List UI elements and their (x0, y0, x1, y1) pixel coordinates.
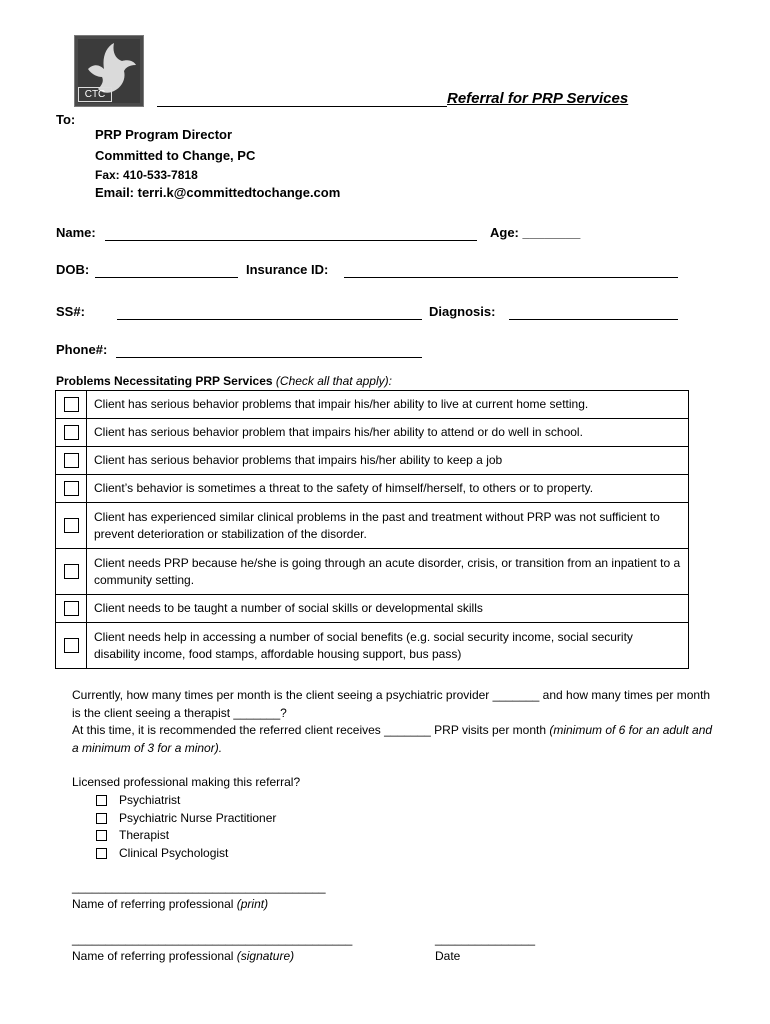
licensed-heading: Licensed professional making this referral? (72, 775, 301, 789)
option-label: Psychiatric Nurse Practitioner (119, 811, 277, 825)
option-checkbox[interactable] (96, 830, 107, 841)
ss-field[interactable] (117, 319, 422, 320)
signature-note: (signature) (236, 949, 295, 963)
problem-row (56, 503, 689, 549)
age-field[interactable]: Age: ________ (490, 225, 581, 240)
problem-row (56, 623, 689, 669)
problems-heading (56, 374, 392, 388)
problem-checkbox[interactable] (64, 601, 79, 616)
visits-minimum-note: (minimum of 6 for an adult and a minimum of 3 for a minor). (72, 723, 713, 755)
problems-heading-text: Problems Necessitating PRP Services (56, 374, 273, 388)
recipient-fax: Fax: 410-533-7818 (95, 168, 198, 182)
option-checkbox[interactable] (96, 813, 107, 824)
option-label: Psychiatrist (119, 793, 181, 807)
phone-field[interactable] (116, 357, 422, 358)
problem-row (56, 595, 689, 623)
logo-text: CTC (78, 87, 112, 102)
problems-table (55, 390, 689, 669)
diagnosis-field[interactable] (509, 319, 678, 320)
problem-checkbox[interactable] (64, 638, 79, 653)
problem-row (56, 447, 689, 475)
visits-recommendation-text: At this time, it is recommended the referred client receives _______ PRP visits per month (72, 723, 550, 737)
signature-line[interactable]: __________________________________________ (72, 932, 353, 946)
title-rule (157, 106, 447, 107)
visits-recommendation (72, 722, 722, 757)
problem-text: Client has serious behavior problems that impair his/her ability to live at current home setting. (87, 391, 689, 419)
ctc-logo (74, 35, 144, 107)
problem-checkbox[interactable] (64, 397, 79, 412)
name-label: Name: (56, 225, 96, 240)
problem-row (56, 419, 689, 447)
problem-text: Client has serious behavior problem that impairs his/her ability to attend or do well in school. (87, 419, 689, 447)
signature-caption (72, 949, 294, 963)
print-name-label: Name of referring professional (72, 897, 237, 911)
recipient-company: Committed to Change, PC (95, 148, 256, 163)
option-checkbox[interactable] (96, 848, 107, 859)
problem-checkbox[interactable] (64, 481, 79, 496)
problems-heading-note: (Check all that apply): (275, 374, 392, 388)
problem-text: Client needs PRP because he/she is going through an acute disorder, crisis, or transition from an inpatient to a community setting. (87, 549, 689, 595)
option-nurse-practitioner[interactable] (96, 811, 276, 825)
print-name-line[interactable]: ______________________________________ (72, 880, 326, 894)
option-label: Clinical Psychologist (119, 846, 229, 860)
recipient-title: PRP Program Director (95, 127, 233, 142)
dob-label: DOB: (56, 262, 90, 277)
option-clinical-psychologist[interactable] (96, 846, 228, 860)
to-label: To: (56, 112, 76, 127)
option-checkbox[interactable] (96, 795, 107, 806)
problem-text: Client needs to be taught a number of social skills or developmental skills (87, 595, 689, 623)
problem-checkbox[interactable] (64, 564, 79, 579)
form-title: Referral for PRP Services (447, 90, 629, 107)
option-label: Therapist (119, 828, 170, 842)
option-psychiatrist[interactable] (96, 793, 180, 807)
problem-text: Client has experienced similar clinical problems in the past and treatment without PRP was not sufficient to prevent deterioration or stabilization of the disorder. (87, 503, 689, 549)
option-therapist[interactable] (96, 828, 169, 842)
diagnosis-label: Diagnosis: (429, 304, 496, 319)
problem-checkbox[interactable] (64, 425, 79, 440)
signature-label: Name of referring professional (72, 949, 237, 963)
problem-text: Client needs help in accessing a number of social benefits (e.g. social security income, social security disability income, food stamps, affordable housing support, bus pass) (87, 623, 689, 669)
print-name-note: (print) (236, 897, 269, 911)
print-name-caption (72, 897, 268, 911)
date-line[interactable]: _______________ (435, 932, 536, 946)
visits-question: Currently, how many times per month is the client seeing a psychiatric provider _______ and how many times per month is the client seeing a therapist _______? (72, 688, 711, 720)
problem-row (56, 391, 689, 419)
date-label: Date (435, 949, 461, 963)
problem-checkbox[interactable] (64, 518, 79, 533)
problem-row (56, 475, 689, 503)
recipient-email: Email: terri.k@committedtochange.com (95, 185, 341, 200)
problem-text: Client has serious behavior problems that impairs his/her ability to keep a job (87, 447, 689, 475)
ss-label: SS#: (56, 304, 85, 319)
name-field[interactable] (105, 240, 477, 241)
insurance-label: Insurance ID: (246, 262, 329, 277)
dob-field[interactable] (95, 277, 238, 278)
problem-checkbox[interactable] (64, 453, 79, 468)
problem-text: Client’s behavior is sometimes a threat to the safety of himself/herself, to others or to property. (87, 475, 689, 503)
insurance-field[interactable] (344, 277, 678, 278)
phone-label: Phone#: (56, 342, 108, 357)
problem-row (56, 549, 689, 595)
